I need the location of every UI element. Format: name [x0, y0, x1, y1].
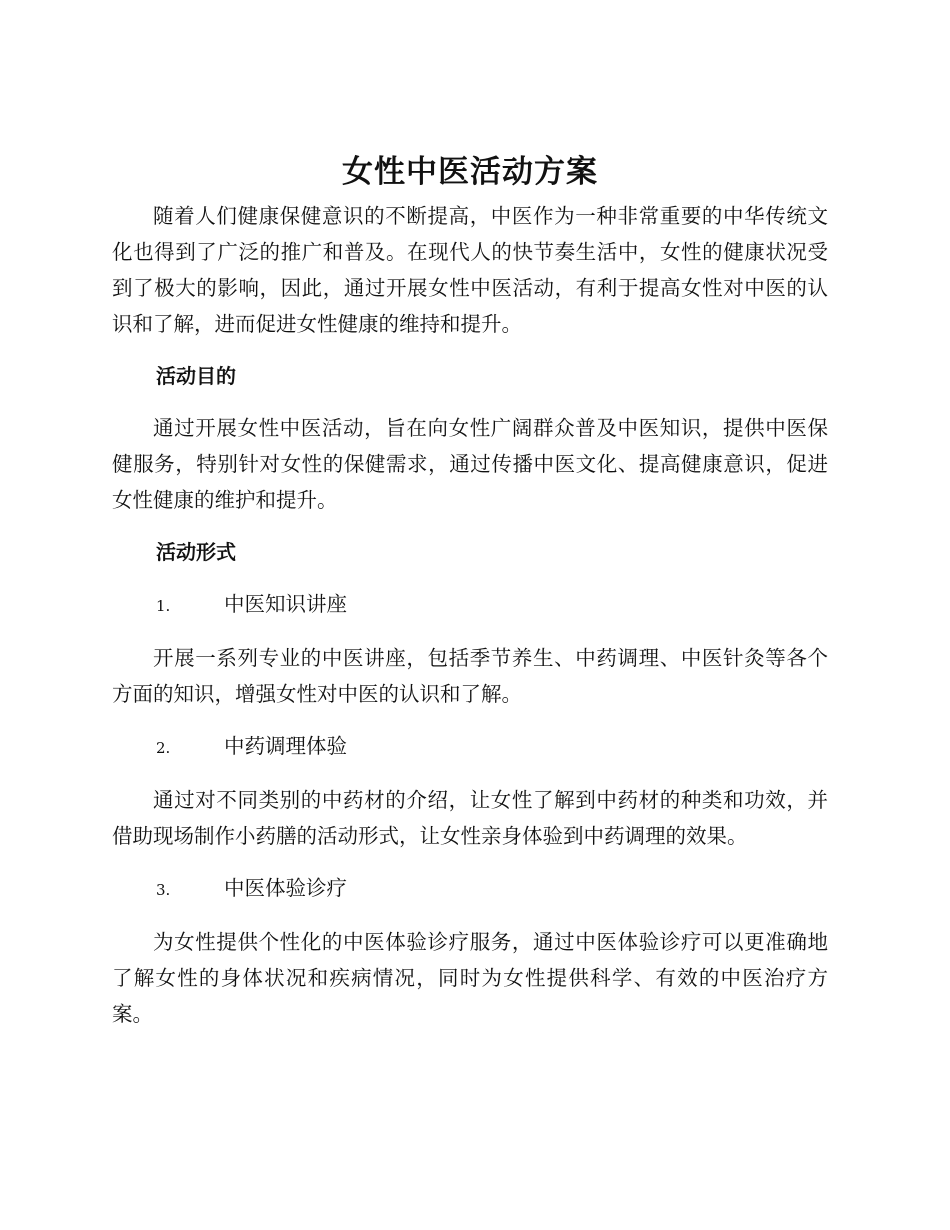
- list-item-number: 3.: [156, 881, 171, 899]
- list-item-number: 1.: [156, 597, 171, 615]
- list-item-title: [112, 728, 828, 766]
- forms-heading: 活动形式: [156, 540, 236, 564]
- list-item-title: [112, 586, 828, 624]
- list-item-paragraph: 开展一系列专业的中医讲座，包括季节养生、中药调理、中医针灸等各个方面的知识，增强女性对中医的认识和了解。: [112, 646, 828, 706]
- document-title: 女性中医活动方案: [342, 154, 598, 190]
- spacer: [112, 624, 828, 640]
- spacer: [112, 394, 828, 410]
- list-item-label: 中医体验诊疗: [224, 876, 347, 900]
- list-item-number: 2.: [156, 739, 171, 757]
- spacer: [112, 908, 828, 924]
- list-item-label: 中药调理体验: [224, 734, 347, 758]
- document-page: [112, 148, 828, 1032]
- list-item-paragraph: 通过对不同类别的中药材的介绍，让女性了解到中药材的种类和功效，并借助现场制作小药膳的活动形式，让女性亲身体验到中药调理的效果。: [112, 788, 828, 848]
- spacer: [112, 854, 828, 870]
- spacer: [112, 766, 828, 782]
- list-item-label: 中医知识讲座: [224, 592, 347, 616]
- spacer: [112, 712, 828, 728]
- spacer: [112, 570, 828, 586]
- purpose-paragraph: 通过开展女性中医活动，旨在向女性广阔群众普及中医知识，提供中医保健服务，特别针对女性的保健需求，通过传播中医文化、提高健康意识，促进女性健康的维护和提升。: [112, 416, 828, 512]
- list-item-paragraph: 为女性提供个性化的中医体验诊疗服务，通过中医体验诊疗可以更准确地了解女性的身体状况和疾病情况，同时为女性提供科学、有效的中医治疗方案。: [112, 930, 828, 1026]
- spacer: [112, 342, 828, 358]
- purpose-heading: 活动目的: [156, 364, 236, 388]
- intro-paragraph: 随着人们健康保健意识的不断提高，中医作为一种非常重要的中华传统文化也得到了广泛的推广和普及。在现代人的快节奏生活中，女性的健康状况受到了极大的影响，因此，通过开展女性中医活动，有利于提高女性对中医的认识和了解，进而促进女性健康的维持和提升。: [112, 204, 828, 336]
- spacer: [112, 518, 828, 534]
- list-item-title: [112, 870, 828, 908]
